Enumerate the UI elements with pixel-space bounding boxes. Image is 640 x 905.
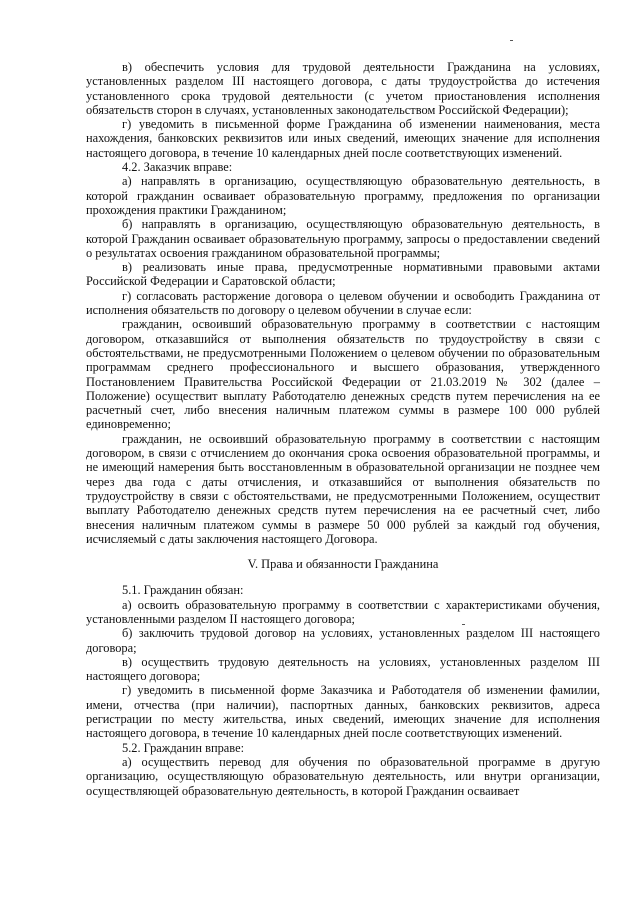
paragraph-4-1-v: в) обеспечить условия для трудовой деятельности Гражданина на условиях, установленных разделом III настоящего договора, с даты трудоустройства до истечения установленного срока трудовой деятельности (с учетом приостановления исполнения обязательств сторон в случаях, установленных законодательством Российской Федерации); xyxy=(86,60,600,117)
clause-4-2: 4.2. Заказчик вправе: xyxy=(122,160,233,175)
paragraph-5-1-a: а) освоить образовательную программу в соответствии с характеристиками обучения, установленными разделом II настоящего договора; xyxy=(86,597,600,626)
paragraph-4-2-b: б) направлять в организацию, осуществляющую образовательную деятельность, в которой Гражданин осваивает образовательную программу, запросы о предоставлении сведений о результатах освоения гражданином образовательной программы; xyxy=(86,217,600,260)
paragraph-5-1-v: в) осуществить трудовую деятельность на условиях, установленных разделом III настоящего договора; xyxy=(86,654,600,684)
paragraph-not-graduate: гражданин, не освоивший образовательную программу в соответствии с настоящим договором, в связи с отчислением до окончания срока освоения образовательной программы, и не имеющий намерения быть восстановленным в образовательной организации не позднее чем через два года с даты отчисления, и отказавшийся от выполнения обязательств по трудоустройству в связи с обстоятельствами, не предусмотренными Положением, осуществит выплату Работодателю денежных средств путем перечисления на ее расчетный счет, либо внесения наличным платежом суммы в размере 50 000 рублей за каждый год обучения, исчисляемый с даты заключения настоящего Договора. xyxy=(86,431,600,546)
paragraph-4-2-g: г) согласовать расторжение договора о целевом обучении и освободить Гражданина от исполнения обязательств по договору о целевом обучении в случае если: xyxy=(86,288,600,318)
paragraph-4-2-a: а) направлять в организацию, осуществляющую образовательную деятельность, в которой гражданин осваивает образовательную программу, предложения по организации прохождения практики Гражданином; xyxy=(86,174,600,217)
clause-5-1: 5.1. Гражданин обязан: xyxy=(122,583,244,598)
paragraph-5-1-b: б) заключить трудовой договор на условиях, установленных разделом III настоящего договора; xyxy=(86,626,600,655)
scan-mark xyxy=(510,40,513,41)
paragraph-graduate-refusal: гражданин, освоивший образовательную программу в соответствии с настоящим договором, отказавшийся от выполнения обязательств по трудоустройству в связи с обстоятельствами, не предусмотренными Положением о целевом обучении по образовательным программам среднего профессионального и высшего образования, утвержденного Постановлением Правительства Российской Федерации от 21.03.2019 № 302 (далее – Положение) осуществит выплату Работодателю денежных средств путем перечисления на ее расчетный счет, либо внесения наличным платежом суммы в размере 100 000 рублей единовременно; xyxy=(86,317,600,432)
section-title: V. Права и обязанности Гражданина xyxy=(247,557,439,572)
clause-5-2: 5.2. Гражданин вправе: xyxy=(122,740,245,755)
paragraph-4-2-v: в) реализовать иные права, предусмотренные нормативными правовыми актами Российской Федерации и Саратовской области; xyxy=(86,260,600,289)
paragraph-5-2-a: а) осуществить перевод для обучения по образовательной программе в другую организацию, осуществляющую образовательную деятельность, или внутри организации, осуществляющей образовательную деятельность, в которой Гражданин осваивает xyxy=(86,754,600,798)
paragraph-5-1-g: г) уведомить в письменной форме Заказчика и Работодателя об изменении фамилии, имени, отчества (при наличии), паспортных данных, банковских реквизитов, адреса регистрации по месту жительства, иных сведений, имеющих значение для исполнения настоящего договора, в течение 10 календарных дней после соответствующих изменений. xyxy=(86,683,600,741)
paragraph-4-1-g: г) уведомить в письменной форме Гражданина об изменении наименования, места нахождения, банковских реквизитов или иных сведений, имеющих значение для исполнения настоящего договора, в течение 10 календарных дней после соответствующих изменений. xyxy=(86,117,600,160)
scan-mark xyxy=(462,624,465,625)
